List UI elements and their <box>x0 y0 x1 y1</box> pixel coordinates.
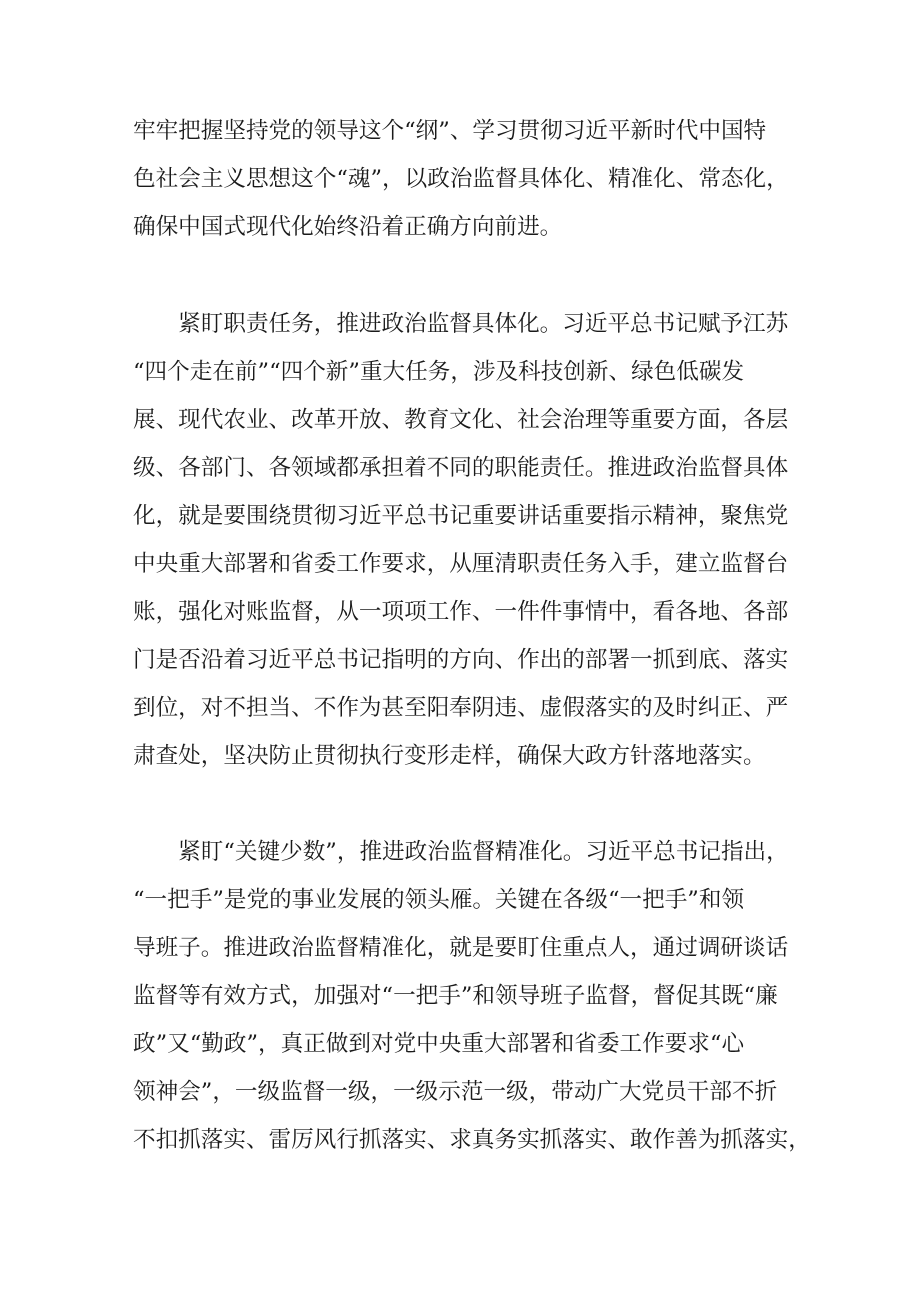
paragraph-3-line-4: 监督等有效方式，加强对“一把手”和领导班子监督，督促其既“廉 <box>133 983 778 1009</box>
paragraph-1-line-1: 牢牢把握坚持党的领导这个“纲”、学习贯彻习近平新时代中国特 <box>133 118 767 144</box>
paragraph-2-line-3: 展、现代农业、改革开放、教育文化、社会治理等重要方面，各层 <box>133 407 789 433</box>
paragraph-2-line-2: “四个走在前”“四个新”重大任务，涉及科技创新、绿色低碳发 <box>133 359 745 385</box>
paragraph-3-line-2: “一把手”是党的事业发展的领头雁。关键在各级“一把手”和领 <box>133 887 745 913</box>
paragraph-2-line-9: 到位，对不担当、不作为甚至阳奉阴违、虚假落实的及时纠正、严 <box>133 695 789 721</box>
paragraph-2-line-10: 肃查处，坚决防止贯彻执行变形走样，确保大政方针落地落实。 <box>133 743 766 769</box>
paragraph-2-line-5: 化，就是要围绕贯彻习近平总书记重要讲话重要指示精神，聚焦党 <box>133 503 789 529</box>
paragraph-3-line-1: 紧盯“关键少数”，推进政治监督精准化。习近平总书记指出， <box>133 839 789 865</box>
paragraph-2-line-8: 门是否沿着习近平总书记指明的方向、作出的部署一抓到底、落实 <box>133 647 789 673</box>
paragraph-2-line-7: 账，强化对账监督，从一项项工作、一件件事情中，看各地、各部 <box>133 599 789 625</box>
paragraph-3-line-5: 政”又“勤政”，真正做到对党中央重大部署和省委工作要求“心 <box>133 1031 745 1057</box>
paragraph-1-line-3: 确保中国式现代化始终沿着正确方向前进。 <box>133 214 563 240</box>
paragraph-3-line-3: 导班子。推进政治监督精准化，就是要盯住重点人，通过调研谈话 <box>133 935 789 961</box>
paragraph-2-line-4: 级、各部门、各领域都承担着不同的职能责任。推进政治监督具体 <box>133 455 789 481</box>
paragraph-3-line-6: 领神会”，一级监督一级，一级示范一级，带动广大党员干部不折 <box>133 1079 778 1105</box>
paragraph-3-line-7: 不扣抓落实、雷厉风行抓落实、求真务实抓落实、敢作善为抓落实， <box>133 1127 811 1153</box>
paragraph-2-line-1: 紧盯职责任务，推进政治监督具体化。习近平总书记赋予江苏 <box>133 311 789 337</box>
paragraph-2-line-6: 中央重大部署和省委工作要求，从厘清职责任务入手，建立监督台 <box>133 551 789 577</box>
paragraph-1-line-2: 色社会主义思想这个“魂”，以政治监督具体化、精准化、常态化， <box>133 166 789 192</box>
